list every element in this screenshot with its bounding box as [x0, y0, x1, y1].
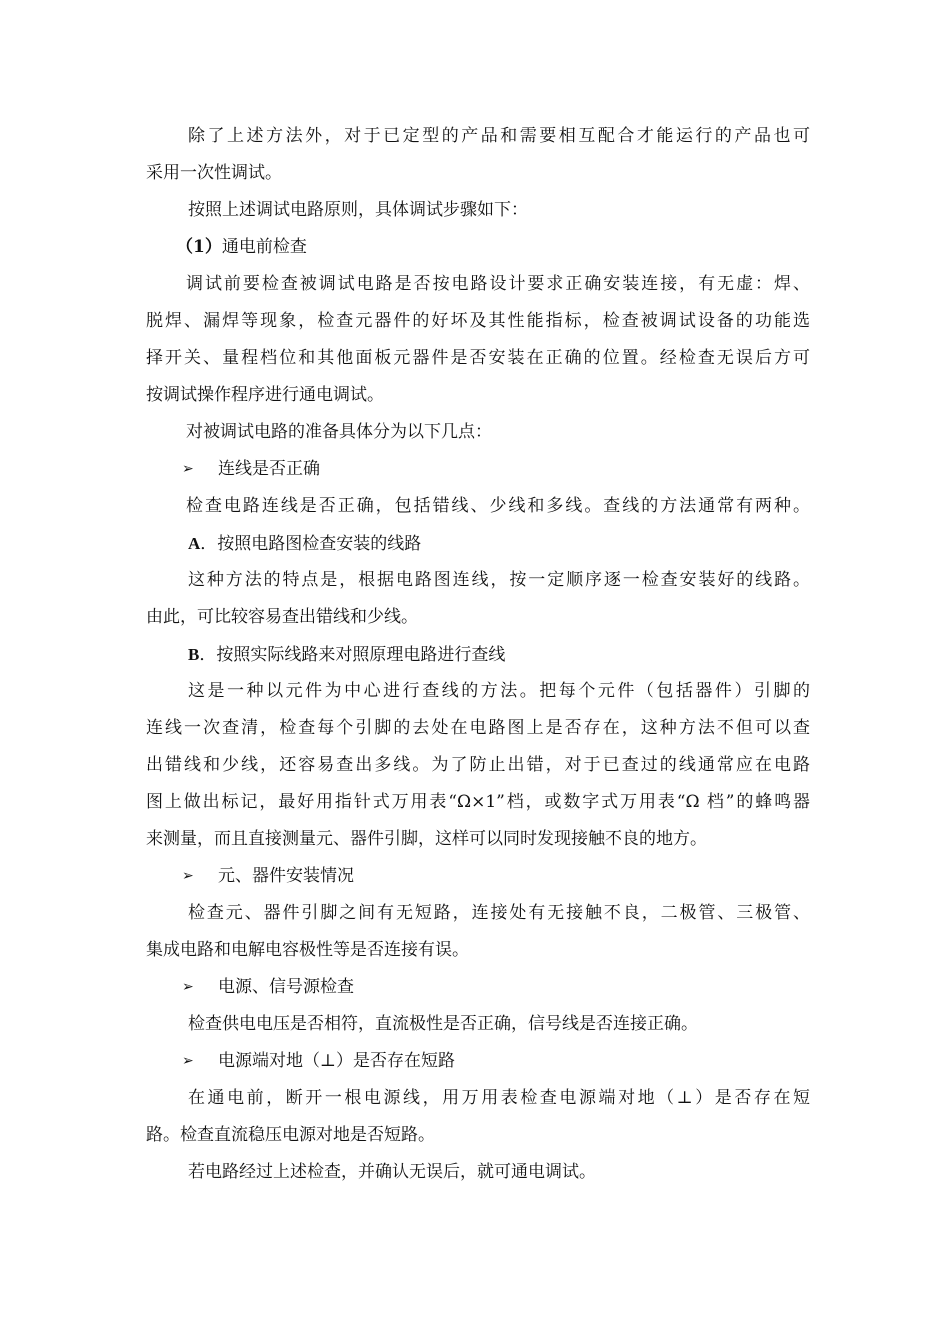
paragraph-line: 图上做出标记，最好用指针式万用表“Ω×1”档，或数字式万用表“Ω 档”的蜂鸣器	[146, 792, 810, 812]
subsection-letter: A	[188, 534, 201, 553]
arrow-bullet-icon: ➢	[182, 1053, 194, 1069]
paragraph-line: 集成电路和电解电容极性等是否连接有误。	[146, 940, 469, 960]
paragraph-line: 由此，可比较容易查出错线和少线。	[146, 607, 418, 627]
paragraph-line: 若电路经过上述检查，并确认无误后，就可通电调试。	[188, 1162, 596, 1182]
subsection-heading	[146, 525, 810, 562]
paragraph-line: 这是一种以元件为中心进行查线的方法。把每个元件（包括器件）引脚的	[188, 681, 810, 701]
paragraph-line: 按照上述调试电路原则，具体调试步骤如下：	[188, 200, 528, 220]
subsection-title: 按照电路图检查安装的线路	[217, 534, 422, 554]
bullet-text: 电源端对地（⊥）是否存在短路	[218, 1051, 455, 1071]
section-number: （1）	[176, 237, 222, 257]
paragraph-line: 脱焊、漏焊等现象，检查元器件的好坏及其性能指标，检查被调试设备的功能选	[146, 311, 810, 331]
arrow-bullet-icon: ➢	[182, 461, 194, 477]
paragraph-line: 检查电路连线是否正确，包括错线、少线和多线。查线的方法通常有两种。	[186, 496, 810, 516]
bullet-item	[146, 858, 810, 895]
bullet-item	[146, 451, 810, 488]
arrow-bullet-icon: ➢	[182, 868, 194, 884]
paragraph-line: 检查元、器件引脚之间有无短路，连接处有无接触不良，二极管、三极管、	[188, 903, 810, 923]
section-title: 通电前检查	[221, 237, 307, 257]
document-body	[146, 118, 810, 1191]
paragraph-line: 采用一次性调试。	[146, 163, 282, 183]
paragraph-line: 连线一次查清，检查每个引脚的去处在电路图上是否存在，这种方法不但可以查	[146, 718, 810, 738]
paragraph-line: 路。检查直流稳压电源对地是否短路。	[146, 1125, 435, 1145]
paragraph-line: 检查供电电压是否相符，直流极性是否正确，信号线是否连接正确。	[188, 1014, 698, 1034]
paragraph-line: 在通电前，断开一根电源线，用万用表检查电源端对地（⊥）是否存在短	[188, 1088, 810, 1108]
paragraph-line: 调试前要检查被调试电路是否按电路设计要求正确安装连接，有无虚：焊、	[186, 274, 810, 294]
bullet-text: 连线是否正确	[218, 459, 320, 479]
paragraph-line: 按调试操作程序进行通电调试。	[146, 385, 384, 405]
subsection-dot: ．	[200, 534, 218, 554]
paragraph-line: 择开关、量程档位和其他面板元器件是否安装在正确的位置。经检查无误后方可	[146, 348, 810, 368]
paragraph-line: 出错线和少线，还容易查出多线。为了防止出错，对于已查过的线通常应在电路	[146, 755, 810, 775]
subsection-title: 按照实际线路来对照原理电路进行查线	[216, 645, 506, 665]
paragraph-line: 除了上述方法外，对于已定型的产品和需要相互配合才能运行的产品也可	[188, 126, 810, 146]
section-heading	[146, 229, 810, 266]
bullet-item	[146, 969, 810, 1006]
subsection-dot: ．	[199, 645, 217, 665]
bullet-text: 电源、信号源检查	[218, 977, 354, 997]
paragraph-line: 对被调试电路的准备具体分为以下几点：	[186, 422, 492, 442]
bullet-item	[146, 1043, 810, 1080]
paragraph-line: 来测量，而且直接测量元、器件引脚，这样可以同时发现接触不良的地方。	[146, 829, 707, 849]
paragraph-line: 这种方法的特点是，根据电路图连线，按一定顺序逐一检查安装好的线路。	[188, 570, 810, 590]
subsection-heading	[146, 636, 810, 673]
arrow-bullet-icon: ➢	[182, 979, 194, 995]
subsection-letter: B	[188, 645, 200, 664]
bullet-text: 元、器件安装情况	[218, 866, 354, 886]
